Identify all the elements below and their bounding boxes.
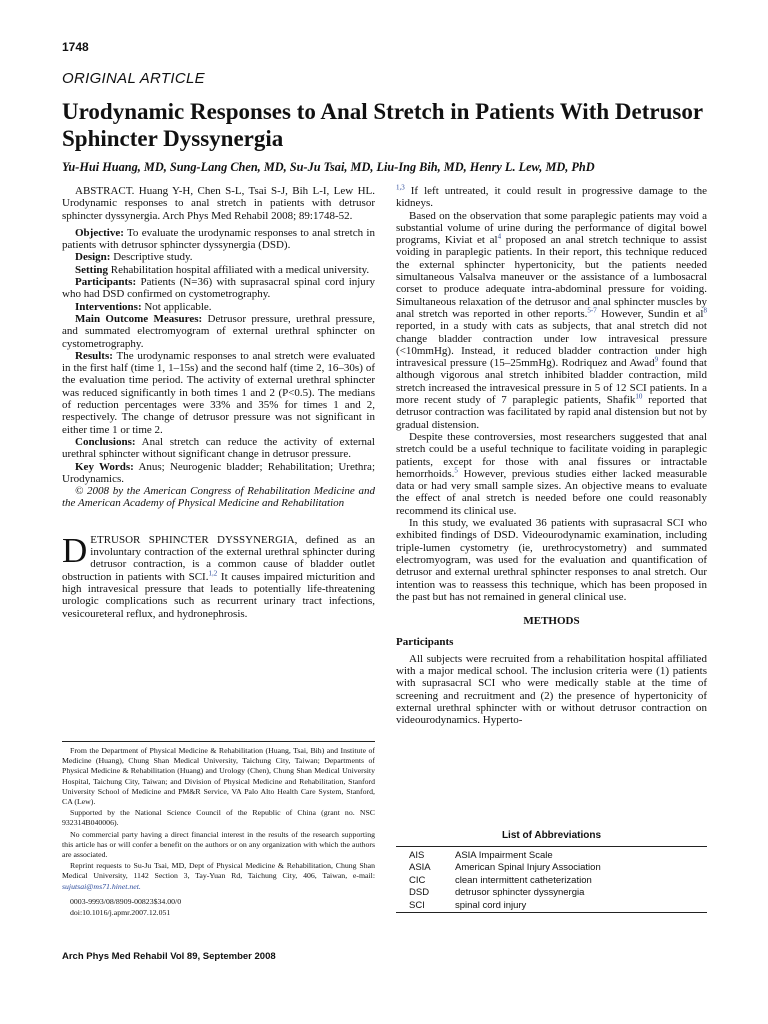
right-column [396, 185, 707, 726]
intro-ending: If left untreated, it could result in progressive damage to the kidneys. [396, 185, 707, 210]
journal-footer: Arch Phys Med Rehabil Vol 89, September 2008 [62, 951, 276, 962]
abbreviation-key: SCI [409, 899, 425, 911]
citation-ref[interactable]: 5 [454, 466, 458, 475]
footnote-conflict: No commercial party having a direct financial interest in the results of the research supporting this article has or will confer a benefit on the authors or on any organization with which the authors are associated. [62, 829, 375, 860]
left-column [62, 185, 375, 620]
citation-ref[interactable]: 1,3 [396, 183, 405, 192]
abstract-conclusions-text: Anal stretch can reduce the activity of external urethral sphincter without significant change in detrusor pressure. [62, 435, 375, 461]
abstract-setting-label: Setting [75, 263, 108, 276]
abstract-objective [62, 227, 375, 252]
abstract-design-label: Design: [75, 251, 111, 264]
abbreviation-meaning: spinal cord injury [455, 899, 527, 911]
abbreviations-table [396, 850, 707, 912]
abstract-setting [62, 264, 375, 276]
abbreviation-meaning: American Spinal Injury Association [455, 862, 601, 874]
body-paragraph-4: In this study, we evaluated 36 patients with suprasacral SCI who exhibited findings of DSD. Videourodynamic examination, including triple-lumen cystometry (ie, urethrocystometry) and summated electromyogram, was used for the evaluation and quantification of detrusor and external urethral sphincter responses to anal stretch. Our intention was to reassess this technique, which has been proposed in the past but has not remained in general clinical use. [396, 517, 707, 603]
abstract-citation: ABSTRACT. Huang Y-H, Chen S-L, Tsai S-J, Bih L-I, Lew HL. Urodynamic responses to anal stretch in patients with detrusor sphincter dyssynergia. Arch Phys Med Rehabil 2008; 89:1748-52. [62, 185, 375, 222]
intro-text: ETRUSOR SPHINCTER DYSSYNERGIA, defined as an involuntary contraction of the external urethral sphincter during detrusor contraction, is a common cause of bladder outlet obstruction in patients with SCI. [62, 533, 375, 583]
email-link[interactable]: sujutsai@ms71.hinet.net. [62, 881, 141, 891]
intro-continuation: It causes impaired micturition and high intravesical pressure that leads to potentially life-threatening urologic complications such as recurrent urinary tract infections, vesicoureteral reflux, and hydronephrosis. [62, 570, 375, 620]
abstract-participants-text: Patients (N=36) with suprasacral spinal cord injury who had DSD confirmed on cystometrography. [62, 276, 376, 301]
abstract-keywords-text: Anus; Neurogenic bladder; Rehabilitation; Urethra; Urodynamics. [62, 460, 375, 485]
abstract-objective-label: Objective: [75, 226, 124, 239]
article-title: Urodynamic Responses to Anal Stretch in Patients With Detrusor Sphincter Dyssynergia [62, 99, 703, 151]
author-list: Yu-Hui Huang, MD, Sung-Lang Chen, MD, Su-Ju Tsai, MD, Liu-Ing Bih, MD, Henry L. Lew, MD, PhD [62, 160, 595, 174]
footnote-issn: 0003-9993/08/8909-00823$34.00/0 [70, 896, 182, 906]
abstract-design-text: Descriptive study. [113, 251, 193, 264]
footnote-doi[interactable]: doi:10.1016/j.apmr.2007.12.051 [70, 908, 171, 918]
abstract-outcome-measures [62, 313, 375, 350]
abbreviation-key: CIC [409, 874, 426, 886]
footnote-affiliations: From the Department of Physical Medicine & Rehabilitation (Huang, Tsai, Bih) and Institute of Medicine (Huang), Chung Shan Medical University, Taichung City, Taiwan; Departments of Physical Medicine & Rehabilitation (Huang) and Urology (Chen), Chung Shan Medical University Hospital, Taichung City, Taiwan; and Division of Physical Medicine and Rehabilitation, Stanford University School of Medicine and PM&R Service, VA Palo Alto Health Care System, Stanford, CA (Lew). [62, 746, 375, 807]
citation-ref[interactable]: 4 [497, 232, 502, 241]
para3-text-b: However, previous studies either lacked measurable data or had very small sample sizes. An objective means to evaluate the effect of anal stretch is needed before one could reasonably recommend its clinical use. [396, 467, 707, 517]
drop-cap: D [62, 530, 88, 570]
abbreviations-bottom-divider [396, 912, 707, 913]
citation-ref[interactable]: 10 [635, 392, 643, 401]
footnote-support: Supported by the National Science Council of the Republic of China (grant no. NSC 932314B040006). [62, 808, 375, 828]
para2-text-c: However, Sundin et al [596, 307, 704, 320]
abstract-keywords [62, 461, 375, 486]
abstract-interventions-text: Not applicable. [144, 300, 212, 313]
abbreviation-key: ASIA [409, 862, 431, 874]
para2-text-e: found that although vigorous anal stretch inhibited bladder contraction, mild stretch increased the intravesical pressure in 5 of 12 SCI patients. In a more recent study of 7 paraplegic patients, Shafik [396, 357, 707, 407]
abstract-participants-label: Participants: [75, 276, 137, 289]
abstract-design [62, 251, 375, 263]
abstract-conclusions-label: Conclusions: [75, 435, 136, 448]
para2-text-d: reported, in a study with cats as subjects, that anal stretch did not change bladder contraction under low intravesical pressure (<10mmHg). Instead, it reduced bladder contraction under high intravesical pressure (15–25mmHg). Rodriquez and Awad [396, 320, 707, 370]
reprint-text: Reprint requests to Su-Ju Tsai, MD, Dept of Physical Medicine & Rehabilitation, Chung Shan Medical University, 1142 Section 3, Tay-Yuan Rd, Taichung City, 406, Taiwan, e-mail: [62, 861, 375, 881]
body-paragraph-3 [396, 431, 707, 517]
abstract-results-label: Results: [75, 349, 113, 362]
citation-ref[interactable]: 5-7 [587, 306, 597, 315]
abbreviation-row [396, 887, 707, 899]
citation-ref[interactable]: 1,2 [208, 568, 218, 577]
abstract-results-text: The urodynamic responses to anal stretch were evaluated in the first half (time 1, 1–15s) and the second half (time 2, 16–30s) of the evaluation time period. The activity of external urethral sphincter was reduced significantly in both times 1 and 2 (P<0.5). The medians of reduction percentages were 33% and 35% for times 1 and 2, respectively. The change of detrusor pressure was not significant in either time 1 or time 2. [62, 349, 375, 436]
abbreviation-meaning: clean intermittent catheterization [455, 874, 592, 886]
abbreviation-row [396, 850, 707, 862]
abbreviation-key: DSD [409, 887, 430, 899]
abstract [62, 185, 375, 510]
abbreviations-divider [396, 846, 707, 847]
page-number: 1748 [62, 40, 89, 54]
abstract-interventions-label: Interventions: [75, 300, 142, 313]
footnotes [62, 741, 375, 919]
abbreviation-row [396, 900, 707, 912]
copyright-notice: © 2008 by the American Congress of Rehabilitation Medicine and the American Academy of Physical Medicine and Rehabilitation [62, 485, 375, 510]
section-label: ORIGINAL ARTICLE [62, 70, 205, 87]
abstract-results [62, 350, 375, 436]
methods-heading: METHODS [523, 615, 580, 628]
abstract-interventions [62, 301, 375, 313]
body-paragraph-2 [396, 210, 707, 431]
abstract-objective-text: To evaluate the urodynamic responses to anal stretch in patients with detrusor sphincter dyssynergia (DSD). [62, 226, 375, 252]
footnote-reprint [62, 861, 375, 892]
intro-paragraph [62, 530, 375, 620]
methods-paragraph: All subjects were recruited from a rehabilitation hospital affiliated with a major medical school. The inclusion criteria were (1) patients with suprasacral SCI who were medically stable at the time of screening and recruitment and (2) the presence of hypertonicity of external urethral sphincter with or without detrusor contraction on videourodynamics. Hyperto- [396, 652, 707, 727]
abbreviations-box [396, 830, 707, 913]
abstract-participants [62, 276, 375, 301]
intro-paragraph-end [396, 185, 707, 210]
abstract-outcome-label: Main Outcome Measures: [75, 312, 203, 325]
abstract-keywords-label: Key Words: [75, 460, 134, 473]
para3-text-a: Despite these controversies, most researchers suggested that anal stretch could be a useful technique to facilitate voiding in paraplegic patients, except for those with anal fissures or intractable hemorrhoids. [396, 430, 707, 480]
para2-text-b: proposed an anal stretch technique to assist voiding in paraplegic patients. In their report, this technique reduced the external sphincter hypertonicity, but the patients needed simultaneous Valsalva maneuver or the assistance of a lumbosacral corset to produce adequate intra-abdominal pressure for voiding. Simultaneous relaxation of the detrusor and anal sphincter muscles by anal stretch was reported in other reports. [396, 234, 707, 320]
para2-text-a: Based on the observation that some paraplegic patients may void a substantial volume of urine during the performance of digital bowel programs, Kiviat et al [396, 209, 707, 247]
abstract-setting-text: Rehabilitation hospital affiliated with a medical university. [110, 263, 370, 276]
para2-text-f: reported that detrusor contraction was facilitated by rapid anal distension but not by gradual distension. [396, 394, 707, 431]
citation-ref[interactable]: 8 [703, 306, 707, 315]
abstract-outcome-text: Detrusor pressure, urethral pressure, and summated electromyogram of external urethral sphincter on cystometrography. [62, 312, 376, 350]
citation-ref[interactable]: 9 [654, 355, 659, 364]
abstract-conclusions [62, 436, 375, 461]
abbreviation-meaning: ASIA Impairment Scale [455, 850, 553, 861]
participants-subheading: Participants [396, 636, 454, 649]
abbreviation-key: AIS [409, 850, 425, 861]
abbreviation-row [396, 875, 707, 887]
abbreviation-row [396, 862, 707, 874]
abbreviation-meaning: detrusor sphincter dyssynergia [455, 887, 585, 899]
abbreviations-title: List of Abbreviations [501, 830, 602, 841]
